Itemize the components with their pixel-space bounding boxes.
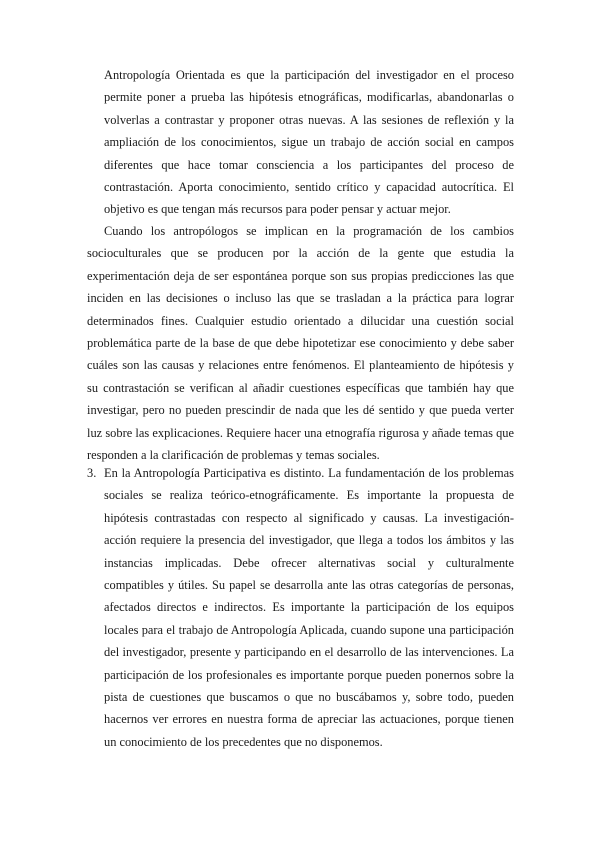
list-item-3: [87, 462, 514, 753]
list-item-number: 3.: [87, 466, 97, 480]
paragraph-antropologia-orientada: Antropología Orientada es que la participación del investigador en el proceso permite poner a prueba las hipótesis etnográficas, modificarlas, abandonarlas o volverlas a contrastar y proponer otras nuevas. A las sesiones de reflexión y la ampliación de los conocimientos, sigue un trabajo de acción social en campos diferentes que hace tomar consciencia a los participantes del proceso de contrastación. Aporta conocimiento, sentido crítico y capacidad autocrítica. El objetivo es que tengan más recursos para poder pensar y actuar mejor.: [104, 68, 514, 217]
paragraph-antropologos-implicados: Cuando los antropólogos se implican en la programación de los cambios socioculturales que se producen por la acción de la gente que estudia la experimentación deja de ser espontánea porque son sus propias predicciones las que inciden en las decisiones o incluso las que se trasladan a la práctica para lograr determinados fines. Cualquier estudio orientado a dilucidar una cuestión social problemática parte de la base de que debe hipotetizar ese conocimiento y debe saber cuáles son las causas y relaciones entre fenómenos. El planteamiento de hipótesis y su contrastación se verifican al añadir cuestiones específicas que también hay que investigar, pero no pueden prescindir de nada que les dé sentido y que pueda verter luz sobre las explicaciones. Requiere hacer una etnografía rigurosa y añade temas que responden a la clarificación de problemas y temas sociales.: [87, 224, 514, 463]
list-item-text-antropologia-participativa: En la Antropología Participativa es distinto. La fundamentación de los problemas sociales se realiza teórico-etnográficamente. Es importante la propuesta de hipótesis contrastadas con respecto al significado y causas. La investigación-acción requiere la presencia del investigador, que llega a todos los ámbitos y las instancias implicadas. Debe ofrecer alternativas social y culturalmente compatibles y útiles. Su papel se desarrolla ante las otras categorías de personas, afectados directos e indirectos. Es importante la participación de los equipos locales para el trabajo de Antropología Aplicada, cuando supone una participación del investigador, presente y participando en el desarrollo de las intervenciones. La participación de los profesionales es importante porque pueden ponernos sobre la pista de cuestiones que buscamos o que no buscábamos y, sobre todo, pueden hacernos ver errores en nuestra forma de apreciar las actuaciones, porque tienen un conocimiento de los precedentes que no disponemos.: [104, 466, 514, 749]
